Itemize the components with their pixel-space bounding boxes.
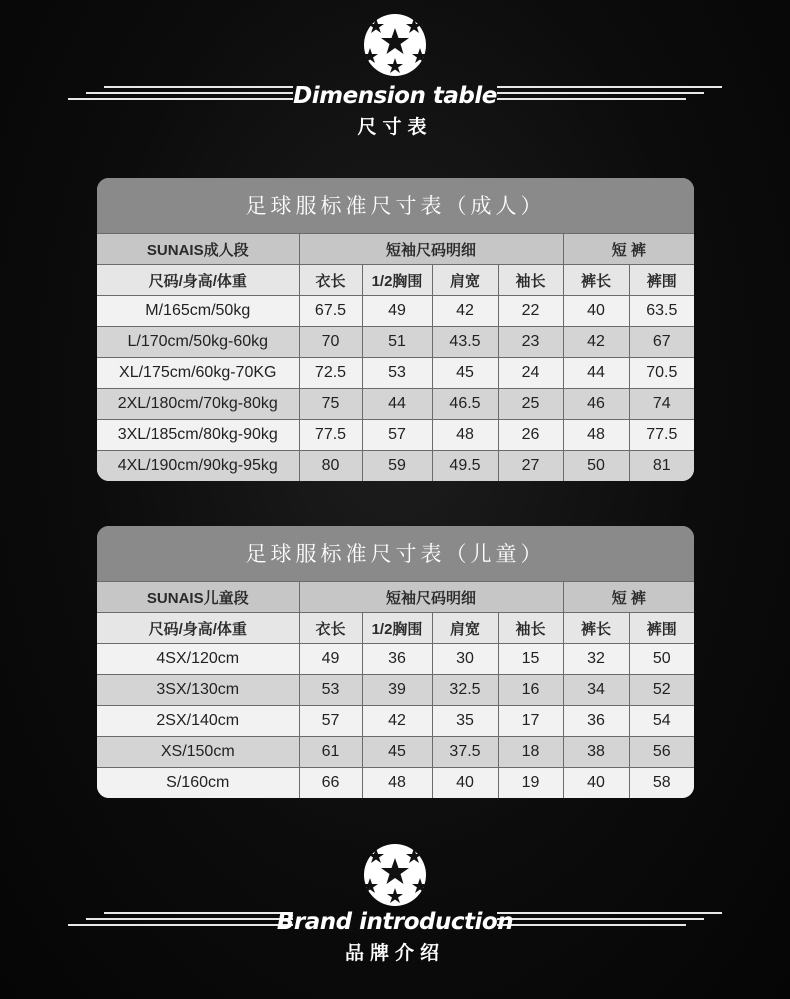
header-title-cn: 品牌介绍	[344, 943, 445, 964]
table-cell: 27	[498, 451, 563, 482]
table-cell: 59	[362, 451, 432, 482]
table-cell: 38	[563, 737, 629, 768]
table-cell: 16	[498, 675, 563, 706]
table-cell: 37.5	[432, 737, 498, 768]
table-row	[97, 706, 694, 737]
table-cell: 3SX/130cm	[97, 675, 299, 706]
table-cell: 19	[498, 768, 563, 799]
table-cell: 63.5	[629, 296, 694, 327]
table-cell: 15	[498, 644, 563, 675]
group-label: SUNAIS成人段	[97, 234, 299, 265]
table-cell: 35	[432, 706, 498, 737]
table-row	[97, 768, 694, 799]
table-header-row	[97, 613, 694, 644]
group-top-label: 短袖尺码明细	[299, 234, 563, 265]
table-cell: 58	[629, 768, 694, 799]
table-cell: 43.5	[432, 327, 498, 358]
table-header-row	[97, 265, 694, 296]
kids-size-table-card	[97, 526, 694, 798]
adult-size-table-card	[97, 178, 694, 481]
table-cell: 32.5	[432, 675, 498, 706]
table-cell: 40	[563, 768, 629, 799]
table-cell: 57	[299, 706, 362, 737]
table-cell: 24	[498, 358, 563, 389]
header-cell: 袖长	[498, 613, 563, 644]
table-cell: 77.5	[299, 420, 362, 451]
table-cell: 49.5	[432, 451, 498, 482]
table-cell: 70.5	[629, 358, 694, 389]
header-cell: 尺码/身高/体重	[97, 265, 299, 296]
table-cell: 67	[629, 327, 694, 358]
table-cell: 39	[362, 675, 432, 706]
table-row	[97, 451, 694, 482]
table-row	[97, 737, 694, 768]
adult-table-title: 足球服标准尺寸表（成人）	[97, 178, 694, 233]
table-cell: M/165cm/50kg	[97, 296, 299, 327]
table-cell: 49	[299, 644, 362, 675]
table-cell: 56	[629, 737, 694, 768]
table-row	[97, 296, 694, 327]
header-title-en: Brand introduction	[276, 909, 514, 935]
table-cell: 45	[432, 358, 498, 389]
table-cell: L/170cm/50kg-60kg	[97, 327, 299, 358]
table-cell: 66	[299, 768, 362, 799]
table-cell: 36	[563, 706, 629, 737]
table-cell: 23	[498, 327, 563, 358]
table-cell: 36	[362, 644, 432, 675]
header-cell: 1/2胸围	[362, 265, 432, 296]
table-cell: 49	[362, 296, 432, 327]
table-group-row	[97, 582, 694, 613]
table-cell: 32	[563, 644, 629, 675]
table-cell: 40	[432, 768, 498, 799]
table-cell: 50	[629, 644, 694, 675]
header-cell: 裤长	[563, 265, 629, 296]
table-cell: 30	[432, 644, 498, 675]
table-cell: 3XL/185cm/80kg-90kg	[97, 420, 299, 451]
table-cell: S/160cm	[97, 768, 299, 799]
section-header-brand	[0, 906, 790, 966]
header-cell: 裤围	[629, 613, 694, 644]
table-cell: 4XL/190cm/90kg-95kg	[97, 451, 299, 482]
kids-table-title: 足球服标准尺寸表（儿童）	[97, 526, 694, 581]
header-cell: 衣长	[299, 265, 362, 296]
table-cell: 75	[299, 389, 362, 420]
table-cell: 22	[498, 296, 563, 327]
table-cell: 53	[299, 675, 362, 706]
table-cell: 54	[629, 706, 694, 737]
table-cell: 50	[563, 451, 629, 482]
table-cell: 67.5	[299, 296, 362, 327]
table-cell: 17	[498, 706, 563, 737]
adult-size-table	[97, 233, 694, 481]
table-cell: 42	[563, 327, 629, 358]
table-cell: 34	[563, 675, 629, 706]
table-cell: 26	[498, 420, 563, 451]
header-cell: 裤围	[629, 265, 694, 296]
table-cell: 44	[563, 358, 629, 389]
table-cell: 42	[362, 706, 432, 737]
kids-size-table	[97, 581, 694, 798]
header-cell: 尺码/身高/体重	[97, 613, 299, 644]
table-cell: 53	[362, 358, 432, 389]
table-cell: 81	[629, 451, 694, 482]
table-cell: 48	[432, 420, 498, 451]
table-cell: 46.5	[432, 389, 498, 420]
table-cell: 44	[362, 389, 432, 420]
table-cell: 52	[629, 675, 694, 706]
table-cell: 70	[299, 327, 362, 358]
group-label: SUNAIS儿童段	[97, 582, 299, 613]
table-cell: 51	[362, 327, 432, 358]
table-cell: XS/150cm	[97, 737, 299, 768]
table-cell: 80	[299, 451, 362, 482]
star-ball-icon	[362, 842, 428, 908]
header-title-en: Dimension table	[293, 83, 497, 109]
header-cell: 肩宽	[432, 265, 498, 296]
header-cell: 袖长	[498, 265, 563, 296]
table-cell: 48	[563, 420, 629, 451]
table-group-row	[97, 234, 694, 265]
table-cell: 42	[432, 296, 498, 327]
table-cell: 4SX/120cm	[97, 644, 299, 675]
header-cell: 衣长	[299, 613, 362, 644]
group-bottom-label: 短 裤	[563, 234, 694, 265]
table-cell: 72.5	[299, 358, 362, 389]
section-header-dimension	[0, 80, 790, 140]
table-cell: 25	[498, 389, 563, 420]
table-row	[97, 358, 694, 389]
table-cell: 18	[498, 737, 563, 768]
table-row	[97, 389, 694, 420]
header-cell: 1/2胸围	[362, 613, 432, 644]
table-cell: 40	[563, 296, 629, 327]
table-cell: 57	[362, 420, 432, 451]
table-row	[97, 644, 694, 675]
header-cell: 肩宽	[432, 613, 498, 644]
table-cell: XL/175cm/60kg-70KG	[97, 358, 299, 389]
group-top-label: 短袖尺码明细	[299, 582, 563, 613]
header-cell: 裤长	[563, 613, 629, 644]
table-row	[97, 675, 694, 706]
table-cell: 2SX/140cm	[97, 706, 299, 737]
table-row	[97, 327, 694, 358]
header-title-cn: 尺寸表	[357, 117, 433, 138]
table-cell: 77.5	[629, 420, 694, 451]
table-cell: 2XL/180cm/70kg-80kg	[97, 389, 299, 420]
table-cell: 61	[299, 737, 362, 768]
table-cell: 45	[362, 737, 432, 768]
table-row	[97, 420, 694, 451]
table-cell: 74	[629, 389, 694, 420]
star-ball-icon	[362, 12, 428, 78]
table-cell: 46	[563, 389, 629, 420]
group-bottom-label: 短 裤	[563, 582, 694, 613]
table-cell: 48	[362, 768, 432, 799]
